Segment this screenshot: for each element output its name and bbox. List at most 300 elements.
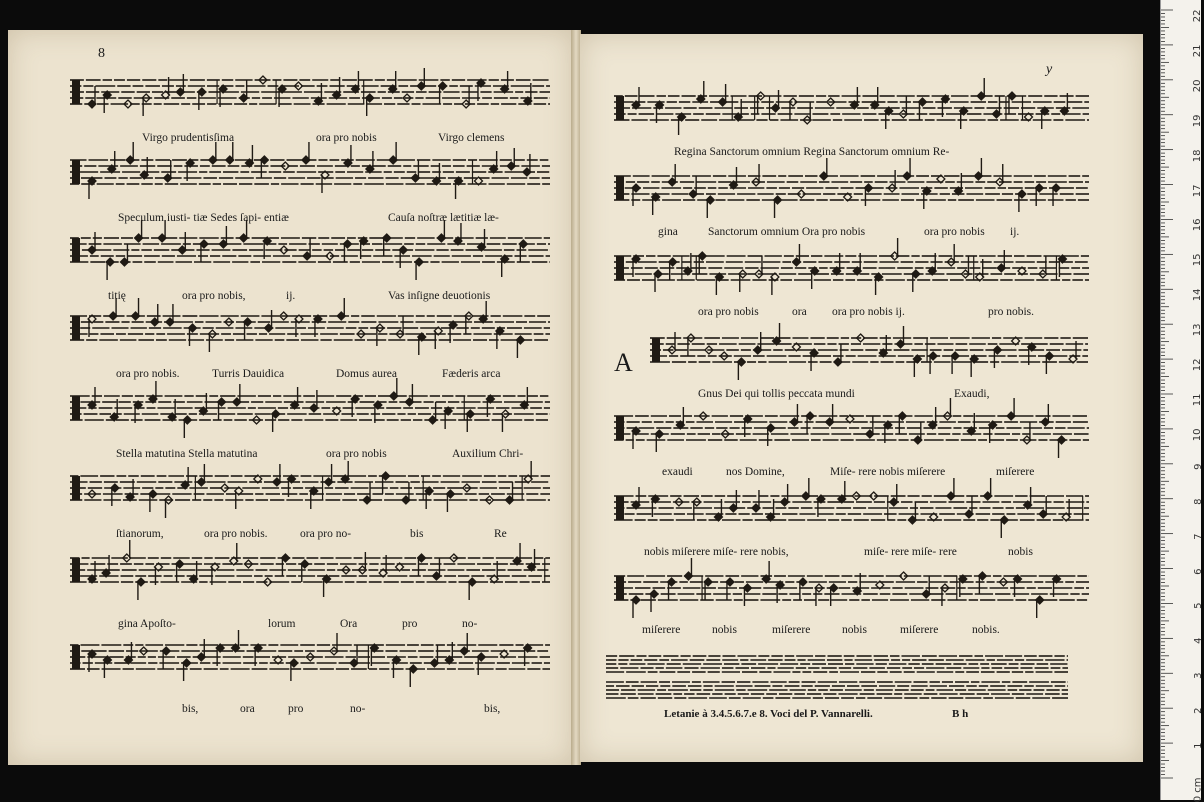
page-number: 8	[98, 46, 105, 62]
note	[265, 310, 273, 332]
note	[965, 496, 973, 518]
note	[1045, 352, 1053, 374]
note	[974, 158, 982, 180]
note	[490, 151, 498, 173]
note	[802, 478, 810, 500]
lyric: Miſe- rere nobis miſerere	[830, 466, 945, 478]
music-system-3	[614, 246, 1089, 321]
note	[411, 160, 419, 182]
note	[344, 145, 352, 167]
note	[418, 333, 426, 355]
note	[392, 656, 400, 678]
note	[291, 387, 299, 409]
note	[103, 91, 111, 113]
music-system-8	[70, 635, 550, 720]
note	[310, 487, 318, 509]
note	[524, 461, 532, 483]
note	[415, 258, 423, 280]
clef-mark	[616, 176, 624, 200]
lyric: bis	[410, 528, 423, 540]
clef-mark	[72, 476, 80, 500]
note	[698, 252, 706, 274]
note	[1036, 596, 1044, 618]
note	[88, 86, 96, 108]
clef-mark	[72, 316, 80, 340]
ruler-label: 14	[1193, 289, 1204, 302]
note	[903, 158, 911, 180]
note	[1035, 184, 1043, 206]
note	[366, 151, 374, 173]
note	[697, 81, 705, 103]
empty-staff	[606, 646, 1068, 696]
lyric: Vas inſigne deuotionis	[388, 290, 490, 302]
note	[383, 234, 391, 256]
ruler-label: 0 cm	[1193, 778, 1204, 802]
staff	[650, 328, 1088, 388]
music-system-4	[650, 328, 1088, 403]
note	[754, 332, 762, 354]
note	[528, 549, 536, 571]
lyric: nos Domine,	[726, 466, 785, 478]
note	[632, 596, 640, 618]
note	[891, 238, 899, 260]
lyric: miſerere	[900, 624, 938, 636]
note	[729, 490, 737, 512]
note	[382, 472, 390, 494]
initial-letter: A	[614, 348, 633, 378]
music-system-7	[614, 566, 1089, 641]
note	[826, 404, 834, 426]
note	[321, 171, 329, 193]
note	[439, 82, 447, 104]
note	[390, 378, 398, 400]
music-system-1	[70, 70, 550, 145]
lyric: ij.	[1010, 226, 1019, 238]
staff	[614, 406, 1089, 466]
note	[181, 467, 189, 489]
ruler-label: 15	[1193, 254, 1204, 267]
music-system-6	[70, 466, 550, 541]
note	[108, 151, 116, 173]
note	[178, 232, 186, 254]
note	[896, 326, 904, 348]
lyric: ora	[792, 306, 807, 318]
note	[838, 481, 846, 503]
ruler-label: 20	[1193, 79, 1204, 92]
note	[850, 87, 858, 109]
note	[811, 267, 819, 289]
lyric: ſtianorum,	[116, 528, 164, 540]
clef-mark	[616, 96, 624, 120]
note	[399, 246, 407, 268]
note	[523, 154, 531, 176]
note	[479, 301, 487, 323]
footer-title: Letanie à 3.4.5.6.7.e 8. Voci del P. Vannarelli.	[664, 708, 873, 720]
note	[993, 346, 1001, 368]
note	[323, 575, 331, 597]
lyric: pro	[402, 618, 417, 630]
ruler-label: 6	[1193, 568, 1204, 574]
lyric: Sanctorum omnium Ora pro nobis	[708, 226, 865, 238]
note	[513, 543, 521, 565]
music-system-5	[614, 406, 1089, 481]
note	[198, 88, 206, 110]
note	[405, 384, 413, 406]
music-system-1	[614, 86, 1089, 161]
note	[984, 478, 992, 500]
note	[137, 578, 145, 600]
note	[88, 387, 96, 409]
lyric: Auxilium Chri-	[452, 448, 523, 460]
lyric: ora pro nobis	[326, 448, 387, 460]
note	[389, 71, 397, 93]
note	[507, 148, 515, 170]
note	[303, 238, 311, 260]
note	[363, 482, 371, 504]
note	[719, 84, 727, 106]
note	[310, 390, 318, 412]
ruler-label: 5	[1193, 603, 1204, 609]
note	[111, 484, 119, 506]
ruler-label: 9	[1193, 463, 1204, 469]
note	[290, 659, 298, 681]
lyric: Turris Dauidica	[212, 368, 284, 380]
lyric: Regina Sanctorum omnium Regina Sanctorum omnium Re-	[674, 146, 949, 158]
music-system-3	[70, 228, 550, 303]
note	[151, 304, 159, 326]
note	[908, 502, 916, 524]
note	[864, 184, 872, 206]
staff	[70, 228, 550, 288]
note	[1041, 107, 1049, 129]
note	[516, 336, 524, 358]
note	[866, 416, 874, 438]
lyric: titię	[108, 290, 126, 302]
note	[468, 578, 476, 600]
note	[726, 578, 734, 600]
ruler-label: 12	[1193, 359, 1204, 372]
lyric: gina	[658, 226, 678, 238]
note	[120, 244, 128, 266]
lyric: ora pro nobis,	[182, 290, 246, 302]
note	[343, 240, 351, 262]
lyric: Re	[494, 528, 507, 540]
note	[655, 430, 663, 452]
music-system-5	[70, 386, 550, 461]
note	[301, 560, 309, 582]
note	[871, 87, 879, 109]
staff	[614, 246, 1089, 306]
note	[913, 355, 921, 377]
note	[923, 187, 931, 209]
note	[496, 327, 504, 349]
note	[654, 270, 662, 292]
lyric: Fæderis arca	[442, 368, 500, 380]
note	[273, 464, 281, 486]
lyric: gina Apoſto-	[118, 618, 176, 630]
note	[632, 87, 640, 109]
note	[704, 578, 712, 600]
note	[1041, 404, 1049, 426]
ruler-label: 1	[1193, 743, 1204, 749]
note	[197, 464, 205, 486]
staff	[70, 635, 550, 695]
note	[429, 402, 437, 424]
note	[729, 167, 737, 189]
note	[245, 145, 253, 167]
clef-mark	[72, 645, 80, 669]
note	[425, 487, 433, 509]
note	[232, 630, 240, 652]
staff	[614, 566, 1089, 626]
note	[477, 653, 485, 675]
note	[455, 177, 463, 199]
note	[789, 98, 797, 120]
note	[149, 381, 157, 403]
lyric: ora	[240, 703, 255, 715]
note	[409, 665, 417, 687]
lyric: bis,	[182, 703, 198, 715]
music-system-6	[614, 486, 1089, 561]
ruler-label: 16	[1193, 219, 1204, 232]
note	[417, 554, 425, 576]
lyric: Gnus Dei qui tollis peccata mundi	[698, 388, 855, 400]
note	[1000, 516, 1008, 538]
lyric: ora pro nobis ij.	[832, 306, 905, 318]
note	[88, 232, 96, 254]
note	[235, 487, 243, 509]
note	[432, 558, 440, 580]
staff	[70, 150, 550, 210]
note	[402, 482, 410, 504]
note	[960, 107, 968, 129]
lyric: miſe- rere miſe- rere	[864, 546, 957, 558]
lyric: ij.	[286, 290, 295, 302]
note	[444, 407, 452, 429]
ruler-label: 13	[1193, 324, 1204, 337]
staff	[614, 486, 1089, 546]
lyric: Domus aurea	[336, 368, 397, 380]
clef-mark	[72, 80, 80, 104]
note	[166, 304, 174, 326]
note	[632, 427, 640, 449]
note	[977, 78, 985, 100]
note	[460, 633, 468, 655]
note	[501, 255, 509, 277]
note	[771, 273, 779, 295]
note	[929, 352, 937, 374]
note	[890, 484, 898, 506]
note	[737, 358, 745, 380]
note	[773, 323, 781, 345]
note	[446, 490, 454, 512]
lyric: pro nobis.	[988, 306, 1034, 318]
note	[389, 142, 397, 164]
clef-mark	[616, 416, 624, 440]
music-system-7	[70, 548, 550, 623]
note	[200, 240, 208, 262]
note	[230, 543, 238, 565]
note	[912, 270, 920, 292]
clef-mark	[72, 396, 80, 420]
note	[781, 484, 789, 506]
note	[918, 98, 926, 120]
note	[799, 578, 807, 600]
note	[351, 71, 359, 93]
clef-mark	[616, 496, 624, 520]
ruler-label: 11	[1193, 394, 1204, 407]
note	[1039, 496, 1047, 518]
note	[240, 80, 248, 102]
staff	[606, 646, 1068, 694]
note	[226, 142, 234, 164]
note	[1058, 436, 1066, 458]
clef-mark	[72, 238, 80, 262]
lyric: Virgo prudentisſima	[142, 132, 234, 144]
note	[774, 196, 782, 218]
ruler-label: 21	[1193, 44, 1204, 57]
lyric: ora pro nobis.	[116, 368, 180, 380]
ruler-label: 8	[1193, 498, 1204, 504]
note	[176, 560, 184, 582]
lyric: bis,	[484, 703, 500, 715]
note	[219, 226, 227, 248]
note	[922, 576, 930, 598]
note	[126, 142, 134, 164]
lyric: Cauſa noſtræ lætitiæ læ-	[388, 212, 499, 224]
lyric: exaudi	[662, 466, 693, 478]
ruler-label: 10	[1193, 428, 1204, 441]
note	[1024, 487, 1032, 509]
note	[1008, 92, 1016, 114]
note	[466, 410, 474, 432]
lyric: Stella matutina Stella matutina	[116, 448, 257, 460]
note	[350, 645, 358, 667]
note	[88, 177, 96, 199]
music-system-2	[70, 150, 550, 225]
note	[302, 142, 310, 164]
lyric: nobis	[842, 624, 867, 636]
clef-mark	[652, 338, 660, 362]
note	[478, 229, 486, 251]
note	[1052, 184, 1060, 206]
note	[790, 404, 798, 426]
lyric: nobis	[1008, 546, 1033, 558]
note	[668, 164, 676, 186]
lyric: ora pro no-	[300, 528, 351, 540]
note	[885, 107, 893, 129]
music-system-2	[614, 166, 1089, 241]
note	[103, 656, 111, 678]
ruler-label: 19	[1193, 114, 1204, 127]
staff	[614, 86, 1089, 146]
note	[183, 416, 191, 438]
page-mark: y	[1046, 62, 1052, 78]
note	[325, 464, 333, 486]
note	[792, 244, 800, 266]
staff	[70, 70, 550, 130]
note	[501, 71, 509, 93]
note	[417, 68, 425, 90]
note	[978, 572, 986, 594]
ruler-label: 3	[1193, 673, 1204, 679]
lyric: Ora	[340, 618, 357, 630]
note	[176, 74, 184, 96]
note	[669, 258, 677, 280]
note	[260, 156, 268, 178]
music-system-4	[70, 306, 550, 381]
note	[1018, 190, 1026, 212]
lyric: ora pro nobis	[924, 226, 985, 238]
lyric: miſerere	[642, 624, 680, 636]
ruler-label: 2	[1193, 708, 1204, 714]
note	[650, 590, 658, 612]
note	[743, 584, 751, 606]
note	[632, 487, 640, 509]
clef-mark	[72, 160, 80, 184]
note	[209, 142, 217, 164]
note	[506, 482, 514, 504]
ruler-label: 7	[1193, 533, 1204, 539]
lyric: nobis miſerere miſe- rere nobis,	[644, 546, 789, 558]
clef-mark	[616, 576, 624, 600]
note	[997, 250, 1005, 272]
staff	[70, 548, 550, 608]
note	[752, 490, 760, 512]
staff	[70, 466, 550, 526]
note	[992, 96, 1000, 118]
lyric: miſerere	[996, 466, 1034, 478]
note	[947, 478, 955, 500]
note	[676, 407, 684, 429]
note	[183, 659, 191, 681]
signature-mark: B h	[952, 708, 968, 720]
note	[218, 398, 226, 420]
note	[454, 223, 462, 245]
note	[678, 113, 686, 135]
lyric: nobis	[712, 624, 737, 636]
lyric: pro	[288, 703, 303, 715]
ruler-label: 22	[1193, 10, 1204, 23]
staff	[70, 306, 550, 366]
clef-mark	[72, 558, 80, 582]
note	[652, 193, 660, 215]
note	[914, 422, 922, 444]
lyric: Virgo clemens	[438, 132, 504, 144]
ruler-label: 4	[1193, 638, 1204, 644]
note	[430, 645, 438, 667]
note	[519, 240, 527, 262]
note	[898, 412, 906, 434]
note	[162, 647, 170, 669]
note	[806, 412, 814, 434]
staff	[614, 166, 1089, 226]
note	[341, 461, 349, 483]
note	[762, 561, 770, 583]
note	[366, 94, 374, 116]
staff	[70, 386, 550, 446]
lyric: ora pro nobis	[316, 132, 377, 144]
ruler-label: 17	[1193, 184, 1204, 197]
note	[875, 273, 883, 295]
lyric: nobis.	[972, 624, 1000, 636]
note	[197, 639, 205, 661]
note	[830, 584, 838, 606]
note	[668, 578, 676, 600]
note	[929, 407, 937, 429]
note	[632, 184, 640, 206]
left-page	[8, 30, 573, 765]
